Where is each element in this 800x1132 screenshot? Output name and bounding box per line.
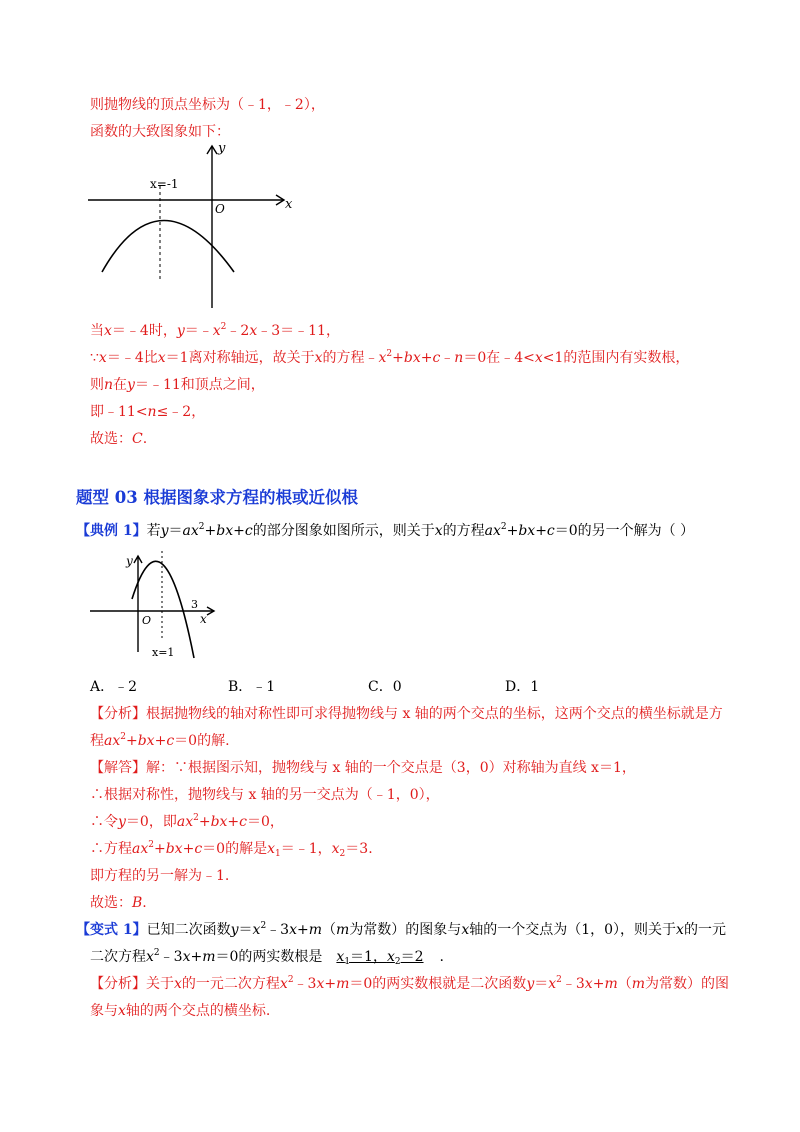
origin-label: O — [142, 614, 152, 627]
variant-question-line-1: 【变式 1】已知二次函数$y=x^2﹣3x+m(m$为常数）的图象与x轴的一个交点为（1，0），则关于x的一元 — [76, 921, 726, 938]
answer-line-1: 【解答】解：∵根据图示知，抛物线与 x 轴的一个交点是（3，0）对称轴为直线 x＝1， — [90, 760, 636, 776]
answer-line-6: 故选：B. — [90, 895, 147, 911]
parabola-curve — [102, 221, 234, 273]
variant-analysis-line-1: 【分析】关于x的一元二次方程$x^2﹣3x+m=0$的两实数根就是二次函数$y=x^2﹣3x+m(m$为常数）的图 — [90, 975, 729, 992]
answer-tag: 【解答】 — [90, 760, 146, 776]
example-tag: 【典例 1】 — [76, 523, 147, 539]
parabola-curve — [132, 561, 194, 658]
intercept-label: 3 — [191, 598, 198, 611]
variant-answer-blank: $x_1=1$，$x_2=2$ — [336, 949, 424, 967]
y-label: y — [218, 142, 226, 156]
y-label: y — [126, 554, 133, 568]
variant-question-line-2: 二次方程$x^2﹣3x+m=0$的两实数根是 $x_1=1$，$x_2=2$ . — [90, 948, 444, 967]
choice-a: A．﹣2 — [90, 679, 138, 695]
analysis-tag: 【分析】 — [90, 706, 146, 722]
answer-line-5: 即方程的另一解为﹣1. — [90, 868, 230, 884]
analysis-line-1: 【分析】根据抛物线的轴对称性即可求得抛物线与 x 轴的两个交点的坐标，这两个交点的横坐标就是方 — [90, 706, 723, 722]
choice-d: D．1 — [505, 679, 540, 695]
solution-line-vertex: 则抛物线的顶点坐标为（﹣1，﹣2）， — [90, 97, 325, 113]
answer-line-2: ∴根据对称性，抛物线与 x 轴的另一交点为（﹣1，0）， — [90, 787, 440, 803]
solution-line-graph-intro: 函数的大致图象如下： — [90, 124, 230, 140]
solution-line-range: 则n在y＝﹣11和顶点之间， — [90, 377, 265, 393]
graph-parabola-1 — [88, 142, 300, 310]
answer-line-3: ∴令y＝0，即$ax^2+bx+c=0$， — [90, 813, 284, 830]
variant-analysis-tag: 【分析】 — [90, 976, 146, 992]
symmetry-axis-label: x=-1 — [150, 177, 179, 191]
variant-tag: 【变式 1】 — [76, 922, 147, 938]
x-label: x — [200, 612, 207, 626]
variant-analysis-line-2: 象与x轴的两个交点的横坐标. — [90, 1003, 271, 1019]
x-label: x — [285, 197, 293, 212]
answer-line-4: ∴方程$ax^2+bx+c=0$的解是$x_1=﹣1$，$x_2=3$. — [90, 840, 373, 859]
solution-line-reason: ∵x＝﹣4比x＝1离对称轴远，故关于x的方程$﹣x^2+bx+c﹣n=0$在﹣4<x<1的范围内有实数根， — [90, 349, 690, 366]
symmetry-axis-label: x=1 — [152, 646, 175, 659]
graph-parabola-2 — [88, 548, 223, 663]
choice-b: B．﹣1 — [228, 679, 276, 695]
solution-line-eval: 当x＝﹣4时，$y=﹣x^2﹣2x﹣3=﹣11$， — [90, 322, 340, 339]
example-question: 【典例 1】若$y=ax^2+bx+c$的部分图象如图所示，则关于x的方程$ax^2+bx+c=0$的另一个解为（ ） — [76, 522, 695, 539]
choice-c: C．0 — [368, 679, 402, 695]
section-title: 题型 03 根据图象求方程的根或近似根 — [76, 488, 358, 507]
analysis-line-2: 程$ax^2+bx+c=0$的解. — [90, 732, 230, 749]
solution-line-choice: 故选：C. — [90, 431, 148, 447]
origin-label: O — [215, 202, 225, 216]
solution-line-inequality: 即﹣11<n≤﹣2， — [90, 404, 206, 420]
